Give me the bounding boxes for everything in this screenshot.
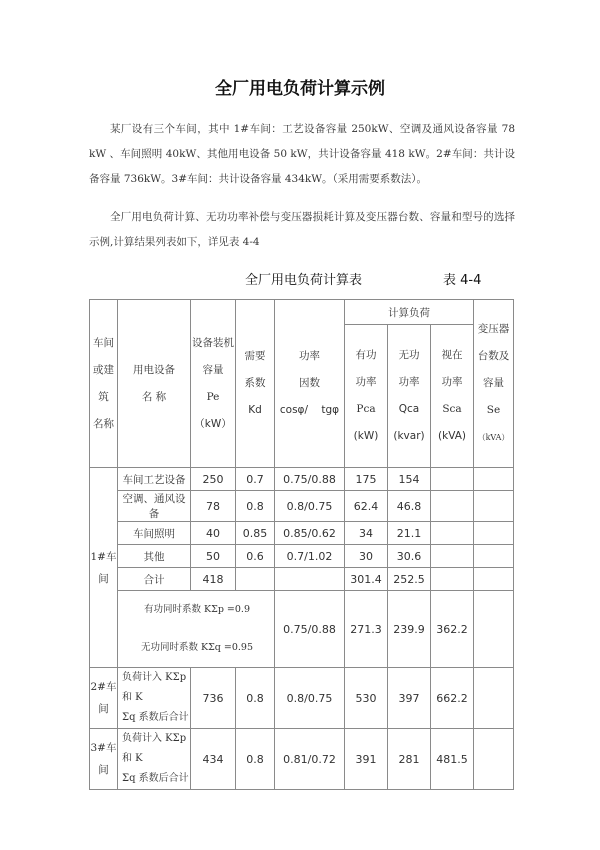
header-power-factor: 功率 因数 cosφ/ tgφ — [275, 300, 345, 468]
se-value — [474, 591, 514, 668]
pf-value: 0.7/1.02 — [275, 545, 345, 568]
kd-value — [236, 568, 275, 591]
header-equipment: 用电设备 名 称 — [118, 300, 191, 468]
sca-value — [431, 545, 474, 568]
header-demand-factor: 需要 系数 Kd — [236, 300, 275, 468]
table-row — [90, 668, 514, 729]
equipment-name: 其他 — [118, 545, 191, 568]
table-row — [90, 568, 514, 591]
header-apparent-power: 视在 功率 Sca (kVA) — [431, 325, 474, 468]
pca-value: 530 — [345, 668, 388, 729]
header-active-power: 有功 功率 Pca (kW) — [345, 325, 388, 468]
qca-value: 46.8 — [388, 491, 431, 522]
equipment-name: 合计 — [118, 568, 191, 591]
sca-value: 662.2 — [431, 668, 474, 729]
simultaneity-coefficients: 有功同时系数 KΣp =0.9 无功同时系数 KΣq =0.95 — [118, 591, 275, 668]
kd-value: 0.6 — [236, 545, 275, 568]
header-calc-load: 计算负荷 — [345, 300, 474, 325]
qca-value: 30.6 — [388, 545, 431, 568]
pca-value: 175 — [345, 468, 388, 491]
se-value — [474, 545, 514, 568]
pf-value — [275, 568, 345, 591]
se-value — [474, 522, 514, 545]
sca-value: 481.5 — [431, 729, 474, 790]
summary-paragraph: 全厂用电负荷计算、无功功率补偿与变压器损耗计算及变压器台数、容量和型号的选择示例,计算结果列表如下，详见表 4-4 — [89, 211, 515, 248]
pe-value: 736 — [191, 668, 236, 729]
qca-value: 397 — [388, 668, 431, 729]
pca-value: 34 — [345, 522, 388, 545]
coef-row — [90, 591, 514, 668]
pf-value: 0.81/0.72 — [275, 729, 345, 790]
pe-value: 40 — [191, 522, 236, 545]
table-caption: 全厂用电负荷计算表 — [245, 273, 363, 288]
sca-value — [431, 491, 474, 522]
header-capacity: 设备装机 容量 Pe （kW） — [191, 300, 236, 468]
table-row — [90, 468, 514, 491]
se-value — [474, 568, 514, 591]
sca-value — [431, 468, 474, 491]
pe-value: 434 — [191, 729, 236, 790]
header-workshop: 车间 或建 筑 名称 — [90, 300, 118, 468]
pe-value: 50 — [191, 545, 236, 568]
pf-value: 0.8/0.75 — [275, 491, 345, 522]
pf-value: 0.8/0.75 — [275, 668, 345, 729]
equipment-name: 车间照明 — [118, 522, 191, 545]
pca-value: 30 — [345, 545, 388, 568]
se-value — [474, 668, 514, 729]
header-transformer: 变压器 台数及 容量 Se （kVA） — [474, 300, 514, 468]
pca-value: 301.4 — [345, 568, 388, 591]
pca-value: 62.4 — [345, 491, 388, 522]
pe-value: 250 — [191, 468, 236, 491]
kd-value: 0.8 — [236, 491, 275, 522]
qca-value: 239.9 — [388, 591, 431, 668]
header-row — [90, 300, 514, 325]
kd-value: 0.85 — [236, 522, 275, 545]
page-title: 全厂用电负荷计算示例 — [215, 79, 385, 99]
kd-value: 0.8 — [236, 729, 275, 790]
se-value — [474, 468, 514, 491]
pf-value: 0.75/0.88 — [275, 591, 345, 668]
pf-value: 0.75/0.88 — [275, 468, 345, 491]
table-row — [90, 545, 514, 568]
kd-value: 0.7 — [236, 468, 275, 491]
sca-value: 362.2 — [431, 591, 474, 668]
pca-value: 391 — [345, 729, 388, 790]
qca-value: 21.1 — [388, 522, 431, 545]
equipment-name: 车间工艺设备 — [118, 468, 191, 491]
equipment-name: 负荷计入 KΣp 和 K Σq 系数后合计 — [118, 668, 191, 729]
workshop1-name: 1#车 间 — [90, 468, 118, 668]
header-reactive-power: 无功 功率 Qca (kvar) — [388, 325, 431, 468]
se-value — [474, 491, 514, 522]
equipment-name: 负荷计入 KΣp 和 K Σq 系数后合计 — [118, 729, 191, 790]
workshop2-name: 2#车 间 — [90, 668, 118, 729]
pe-value: 78 — [191, 491, 236, 522]
table-number: 表 4-4 — [443, 273, 482, 288]
intro-paragraph: 某厂设有三个车间，其中 1#车间：工艺设备容量 250kW、空调及通风设备容量 78 kW 、车间照明 40kW、其他用电设备 50 kW，共计设备容量 418 kW。2#车间：共计设备容量 736kW。3#车间：共计设备容量 434kW。（采用需要系数法）。 — [89, 123, 515, 185]
qca-value: 154 — [388, 468, 431, 491]
pe-value: 418 — [191, 568, 236, 591]
kd-value: 0.8 — [236, 668, 275, 729]
load-calculation-table — [89, 299, 514, 790]
qca-value: 281 — [388, 729, 431, 790]
equipment-name: 空调、通风设备 — [118, 491, 191, 522]
table-row — [90, 729, 514, 790]
sca-value — [431, 522, 474, 545]
table-row — [90, 491, 514, 522]
workshop3-name: 3#车 间 — [90, 729, 118, 790]
se-value — [474, 729, 514, 790]
pca-value: 271.3 — [345, 591, 388, 668]
sca-value — [431, 568, 474, 591]
pf-value: 0.85/0.62 — [275, 522, 345, 545]
table-row — [90, 522, 514, 545]
qca-value: 252.5 — [388, 568, 431, 591]
